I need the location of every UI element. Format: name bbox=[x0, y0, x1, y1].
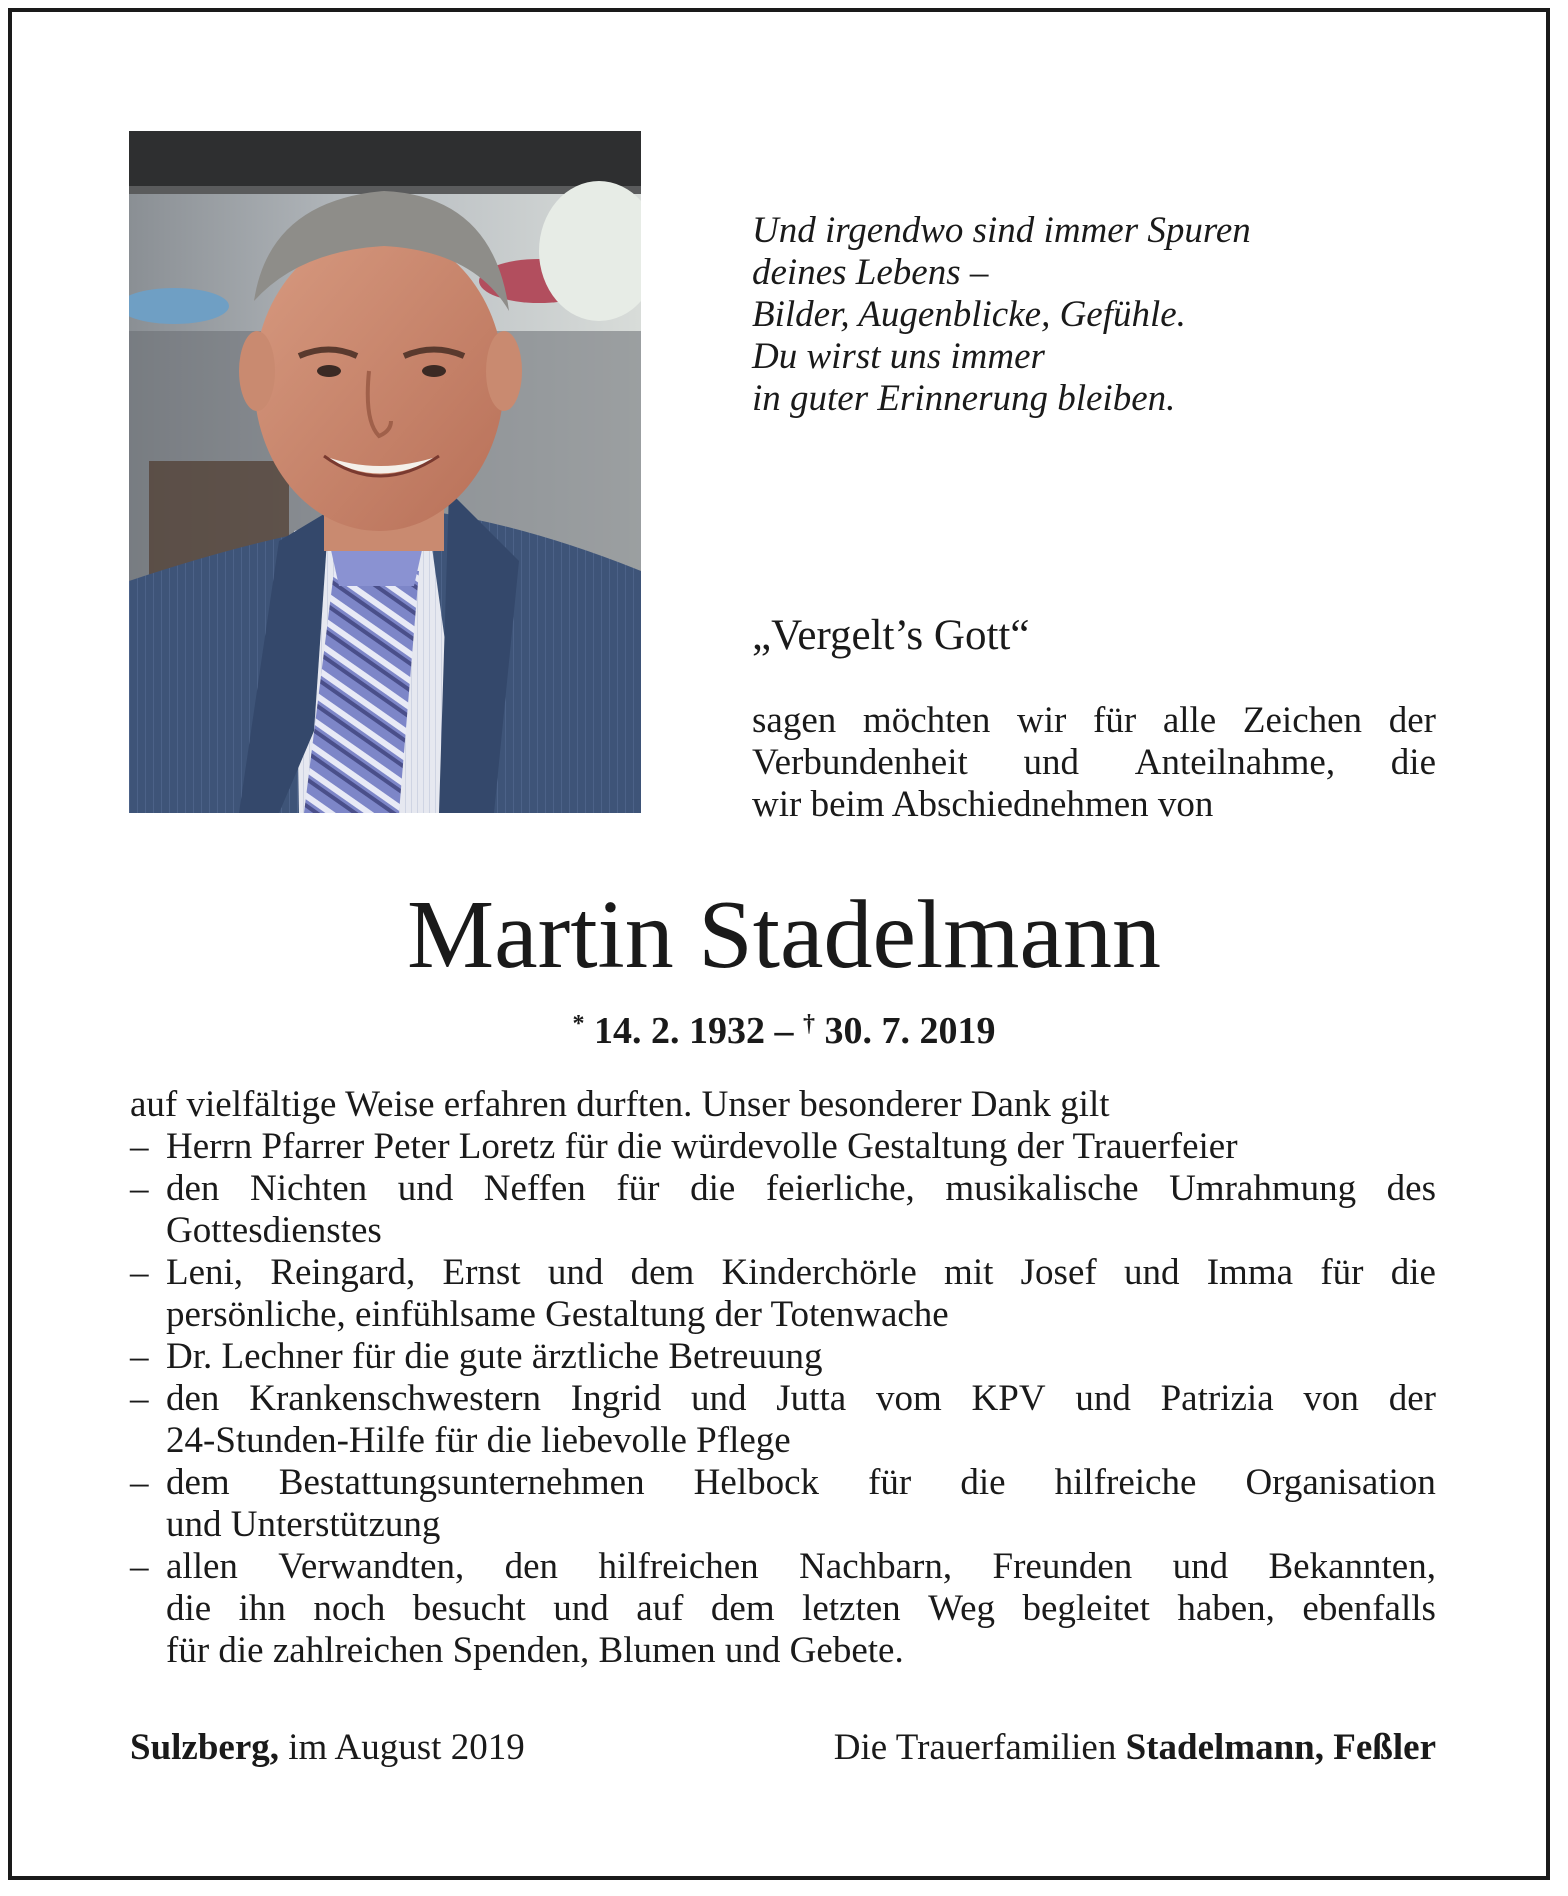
families-prefix: Die Trauerfamilien bbox=[833, 1727, 1117, 1768]
poem-line: in guter Erinnerung bleiben. bbox=[752, 378, 1176, 419]
list-item: – Leni, Reingard, Ernst und dem Kinderchörle mit Josef und Imma für die persönliche, einfühlsame Gestaltung der Totenwache bbox=[130, 1252, 1436, 1335]
date-separator: – bbox=[774, 1010, 794, 1052]
thanks-list bbox=[130, 1084, 1436, 1672]
birth-symbol: * bbox=[572, 1011, 585, 1037]
intro-line-3: wir beim Abschiednehmen von bbox=[752, 784, 1214, 825]
families-signature bbox=[834, 1726, 1436, 1770]
thanks-lead: auf vielfältige Weise erfahren durften. Unser besonderer Dank gilt bbox=[130, 1084, 1110, 1125]
thanks-heading: „Vergelt’s Gott“ bbox=[752, 612, 1030, 659]
list-item: – Herrn Pfarrer Peter Loretz für die würdevolle Gestaltung der Trauerfeier bbox=[130, 1126, 1238, 1167]
life-dates bbox=[0, 1002, 1568, 1053]
poem-line: Du wirst uns immer bbox=[752, 336, 1045, 377]
poem-line: Bilder, Augenblicke, Gefühle. bbox=[752, 294, 1186, 335]
intro-line-2: Verbundenheit und Anteilnahme, die bbox=[752, 742, 1436, 783]
signature-footer bbox=[130, 1726, 1436, 1770]
list-item: – Dr. Lechner für die gute ärztliche Betreuung bbox=[130, 1336, 823, 1377]
date: im August 2019 bbox=[288, 1727, 525, 1768]
list-item: – allen Verwandten, den hilfreichen Nachbarn, Freunden und Bekannten, die ihn noch besucht und auf dem letzten Weg begleitet haben, ebenfalls für die zahlreichen Spenden, Blumen und Gebete. bbox=[130, 1546, 1436, 1671]
portrait-image bbox=[129, 131, 641, 813]
list-item: – den Nichten und Neffen für die feierliche, musikalische Umrahmung des Gottesdienstes bbox=[130, 1168, 1436, 1251]
deceased-name: Martin Stadelmann bbox=[407, 881, 1161, 989]
poem-line: Und irgendwo sind immer Spuren bbox=[752, 210, 1251, 251]
birth-date: 14. 2. 1932 bbox=[594, 1010, 765, 1052]
list-item: – den Krankenschwestern Ingrid und Jutta vom KPV und Patrizia von der 24-Stunden-Hilfe für die liebevolle Pflege bbox=[130, 1378, 1436, 1461]
death-symbol: † bbox=[803, 1011, 815, 1037]
intro-text bbox=[752, 700, 1436, 826]
poem-line: deines Lebens – bbox=[752, 252, 989, 293]
list-item: – dem Bestattungsunternehmen Helbock für die hilfreiche Organisation und Unterstützung bbox=[130, 1462, 1436, 1545]
families-names: Stadelmann, Feßler bbox=[1125, 1727, 1436, 1768]
memorial-poem bbox=[752, 210, 1432, 420]
portrait-photo bbox=[129, 131, 641, 813]
place: Sulzberg, bbox=[130, 1727, 280, 1768]
place-date bbox=[130, 1726, 525, 1770]
death-date: 30. 7. 2019 bbox=[824, 1010, 996, 1052]
intro-line-1: sagen möchten wir für alle Zeichen der bbox=[752, 700, 1436, 741]
